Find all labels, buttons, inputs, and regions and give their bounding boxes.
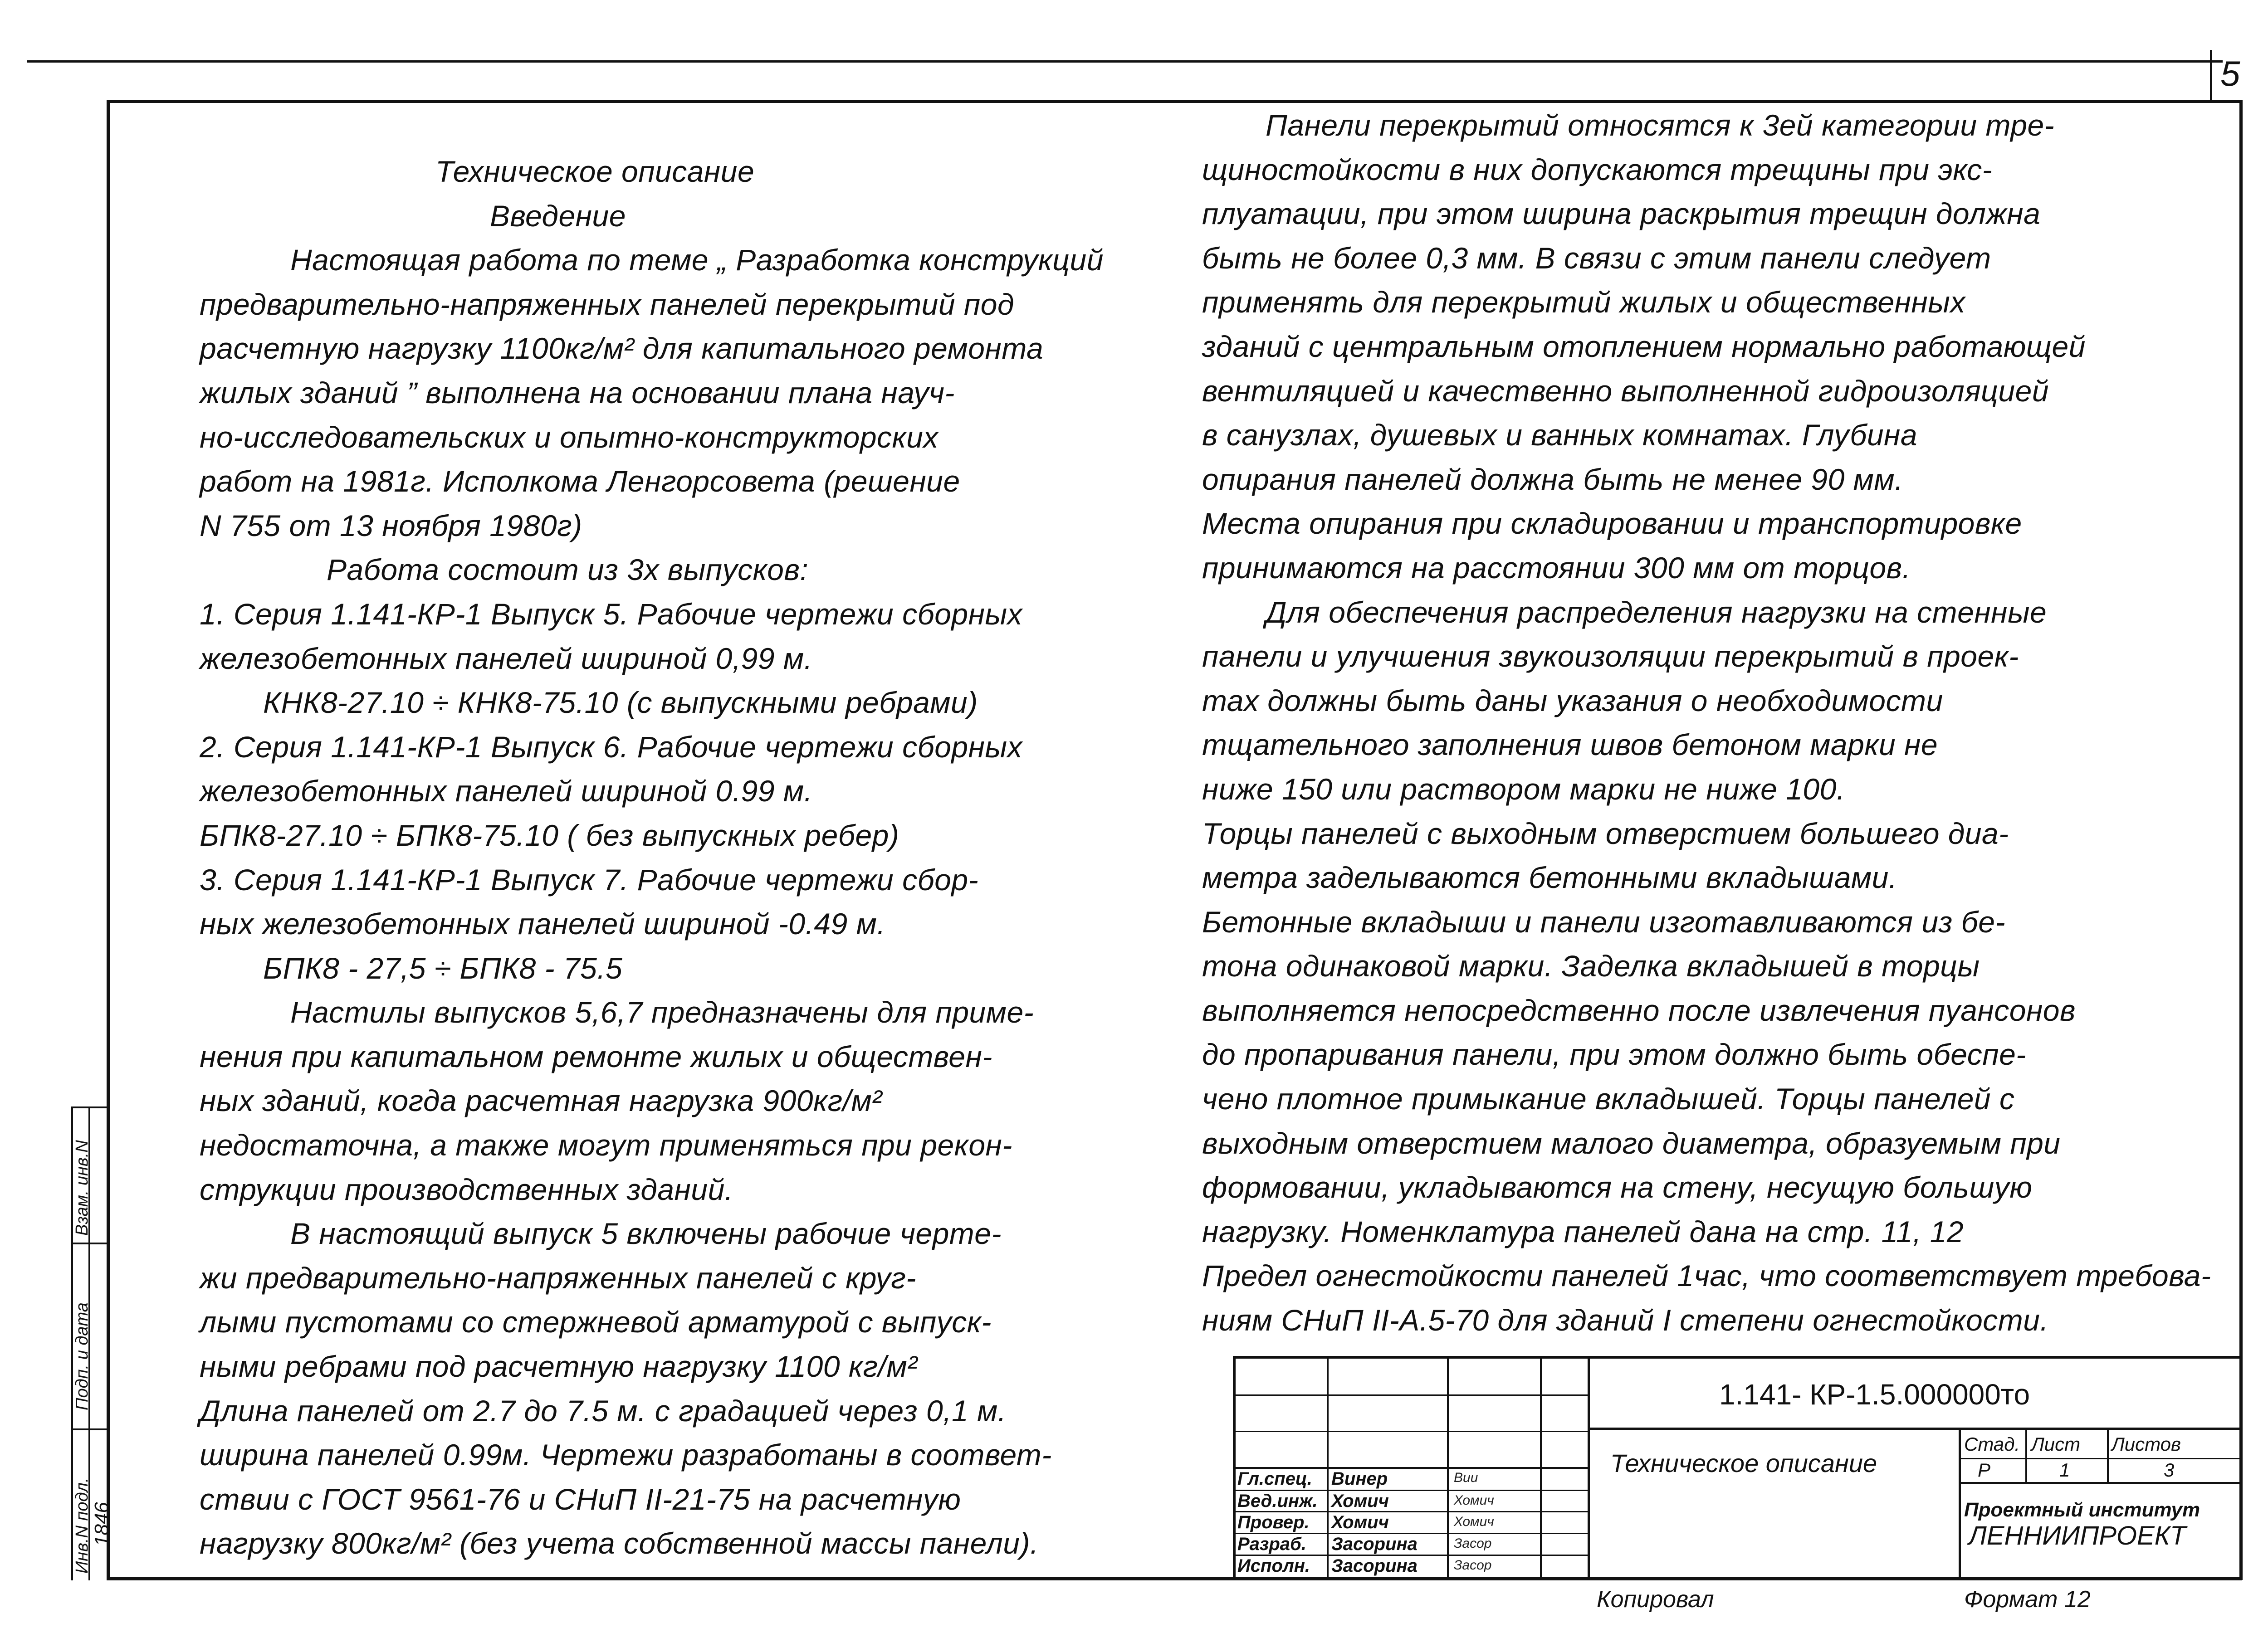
sheet-value: 1: [2059, 1459, 2070, 1481]
text-line: работ на 1981г. Исполкома Ленгорсовета (решение: [200, 464, 960, 498]
side-stamp-top: [71, 1106, 109, 1108]
text-line: В настоящий выпуск 5 включены рабочие черте-: [290, 1217, 1002, 1251]
text-line: Бетонные вкладыши и панели изготавливаются из бе-: [1202, 905, 2005, 939]
tb-stage-col-2: [2107, 1428, 2109, 1482]
text-line: недостаточна, а также могут применяться при рекон-: [200, 1128, 1012, 1162]
text-line: выполняется непосредственно после извлечения пуансонов: [1202, 993, 2076, 1027]
text-line: чено плотное примыкание вкладышей. Торцы панелей с: [1202, 1082, 2015, 1116]
text-line: до пропаривания панели, при этом должно быть обеспе-: [1202, 1038, 2026, 1072]
role: Провер.: [1237, 1512, 1310, 1532]
name: Засорина: [1331, 1534, 1418, 1554]
tb-top: [1233, 1356, 2241, 1359]
tb-stage-row-1: [1959, 1458, 2241, 1459]
tb-stage-left: [1959, 1428, 1961, 1578]
text-line: N 755 от 13 ноября 1980г): [200, 508, 582, 542]
text-line: ниям СНиП II-А.5-70 для зданий I степени огнестойкости.: [1202, 1303, 2049, 1337]
text-line: Торцы панелей с выходным отверстием большего диа-: [1202, 816, 2009, 850]
text-line: лыми пустотами со стержневой арматурой с выпуск-: [200, 1305, 992, 1339]
text-line: но-исследовательских и опытно-конструкторских: [200, 420, 938, 454]
text-line: Панели перекрытий относятся к 3ей категории тре-: [1266, 108, 2055, 142]
text-line: струкции производственных зданий.: [200, 1172, 733, 1206]
text-line: ными ребрами под расчетную нагрузку 1100 кг/м²: [200, 1350, 918, 1384]
text-line: предварительно-напряженных панелей перекрытий под: [200, 287, 1014, 321]
text-line: тах должны быть даны указания о необходимости: [1202, 683, 1943, 717]
text-line: щиностойкости в них допускаются трещины при экс-: [1202, 152, 1993, 186]
text-line: Предел огнестойкости панелей 1час, что соответствует требова-: [1202, 1259, 2211, 1293]
text-line: ных зданий, когда расчетная нагрузка 900кг/м²: [200, 1084, 882, 1118]
text-line: формовании, укладываются на стену, несущую большую: [1202, 1170, 2033, 1204]
signature: Засор: [1454, 1536, 1492, 1551]
text-line: нагрузку. Номенклатура панелей дана на стр. 11, 12: [1202, 1214, 1964, 1248]
document-title: Техническое описание: [1610, 1449, 1877, 1477]
text-line: БПК8 - 27,5 ÷ БПК8 - 75.5: [263, 951, 623, 985]
role: Гл.спец.: [1237, 1469, 1312, 1489]
heading-title: Техническое описание: [435, 155, 755, 188]
sign-date-label: Подп. и дата: [73, 1302, 92, 1410]
sheet-header: Лист: [2031, 1433, 2081, 1455]
text-line: в санузлах, душевых и ванных комнатах. Глубина: [1202, 418, 1918, 452]
document-code: 1.141- КР-1.5.000000то: [1719, 1378, 2030, 1411]
left-column: [200, 150, 1170, 1566]
stage-header: Стад.: [1964, 1433, 2020, 1455]
role: Разраб.: [1237, 1534, 1306, 1554]
tb-row-2: [1233, 1431, 1589, 1432]
tb-stage-col-1: [2025, 1428, 2027, 1482]
page-number-box-left: [2210, 50, 2212, 101]
side-stamp-sep-2: [71, 1428, 109, 1430]
top-edge-line: [27, 60, 2223, 63]
sheets-header: Листов: [2112, 1433, 2181, 1455]
text-line: жи предварительно-напряженных панелей с круг-: [200, 1261, 916, 1295]
role: Исполн.: [1237, 1556, 1310, 1576]
signature: Виu: [1454, 1470, 1478, 1485]
text-line: Для обеспечения распределения нагрузки на стенные: [1266, 595, 2047, 629]
format-label: Формат 12: [1964, 1586, 2091, 1613]
inv-label: Инв.N подл.: [73, 1477, 92, 1574]
side-stamp-sep-1: [71, 1243, 109, 1244]
text-line: ниже 150 или раствором марки не ниже 100.: [1202, 772, 1845, 806]
replace-inv-label: Взам. инв.N: [73, 1140, 92, 1236]
text-line: нагрузку 800кг/м² (без учета собственной массы панели).: [200, 1526, 1039, 1560]
frame-top-line: [107, 100, 2242, 103]
text-line: железобетонных панелей шириной 0.99 м.: [200, 774, 813, 808]
text-line: 1. Серия 1.141-КР-1 Выпуск 5. Рабочие чертежи сборных: [200, 597, 1023, 631]
text-line: 2. Серия 1.141-КР-1 Выпуск 6. Рабочие чертежи сборных: [200, 730, 1023, 764]
text-line: панели и улучшения звукоизоляции перекрытий в проек-: [1202, 639, 2019, 673]
name: Винер: [1331, 1469, 1388, 1489]
text-line: расчетную нагрузку 1100кг/м² для капитального ремонта: [200, 331, 1044, 366]
name: Засорина: [1331, 1556, 1418, 1576]
text-line: Длина панелей от 2.7 до 7.5 м. с градацией через 0,1 м.: [200, 1394, 1007, 1428]
signature: Хомич: [1454, 1514, 1494, 1529]
tb-code-bottom: [1588, 1428, 2241, 1430]
text-line: 3. Серия 1.141-КР-1 Выпуск 7. Рабочие чертежи сбор-: [200, 863, 979, 897]
text-line: Места опирания при складировании и транспортировке: [1202, 507, 2022, 541]
text-line: быть не более 0,3 мм. В связи с этим панели следует: [1202, 241, 1991, 275]
copied-label: Копировал: [1597, 1586, 1714, 1613]
text-line: тщательного заполнения швов бетоном марки не: [1202, 728, 1938, 762]
organization-line2: ЛЕННИИПРОЕКТ: [1969, 1521, 2186, 1550]
frame-bottom-line: [107, 1577, 2242, 1580]
text-line: плуатации, при этом ширина раскрытия трещин должна: [1202, 197, 2041, 231]
name: Хомич: [1331, 1491, 1389, 1511]
text-line: выходным отверстием малого диаметра, образуемым при: [1202, 1126, 2061, 1160]
text-line: нения при капитальном ремонте жилых и обществен-: [200, 1039, 992, 1073]
sheets-value: 3: [2164, 1459, 2175, 1481]
text-line: КНК8-27.10 ÷ КНК8-75.10 (с выпускными ребрами): [263, 686, 978, 720]
signature: Засор: [1454, 1558, 1492, 1573]
role: Вед.инж.: [1237, 1491, 1318, 1511]
text-line: железобетонных панелей шириной 0,99 м.: [200, 641, 813, 675]
tb-stage-row-2: [1959, 1482, 2241, 1484]
text-line: ных железобетонных панелей шириной -0.49 м.: [200, 907, 886, 941]
text-line: жилых зданий ” выполнена на основании плана науч-: [200, 375, 955, 409]
organization-line1: Проектный институт: [1964, 1499, 2200, 1521]
text-line: принимаются на расстоянии 300 мм от торцов.: [1202, 551, 1911, 585]
text-line: вентиляцией и качественно выполненной гидроизоляцией: [1202, 374, 2049, 408]
text-line: ствии с ГОСТ 9561-76 и СНиП II-21-75 на расчетную: [200, 1482, 961, 1516]
signature: Хомич: [1454, 1493, 1494, 1508]
inv-value: 1846: [91, 1502, 113, 1546]
tb-row-1: [1233, 1394, 1589, 1396]
page-number: 5: [2220, 54, 2240, 93]
text-line: БПК8-27.10 ÷ БПК8-75.10 ( без выпускных ребер): [200, 818, 899, 852]
right-column: [1202, 103, 2214, 1343]
heading-intro: Введение: [490, 199, 626, 233]
frame-left-line: [107, 100, 110, 1580]
text-line: Настоящая работа по теме „ Разработка конструкций: [290, 243, 1104, 277]
text-line: зданий с центральным отоплением нормально работающей: [1202, 329, 2086, 363]
text-line: применять для перекрытий жилых и общественных: [1202, 285, 1965, 319]
text-line: ширина панелей 0.99м. Чертежи разработаны в соответ-: [200, 1438, 1052, 1472]
text-line: метра заделываются бетонными вкладышами.: [1202, 861, 1897, 895]
text-line: Работа состоит из 3х выпусков:: [327, 553, 809, 587]
name: Хомич: [1331, 1512, 1389, 1532]
text-line: тона одинаковой марки. Заделка вкладышей в торцы: [1202, 949, 1980, 983]
stage-value: Р: [1978, 1459, 1991, 1481]
text-line: Настилы выпусков 5,6,7 предназначены для приме-: [290, 995, 1034, 1029]
text-line: опирания панелей должна быть не менее 90 мм.: [1202, 462, 1903, 496]
